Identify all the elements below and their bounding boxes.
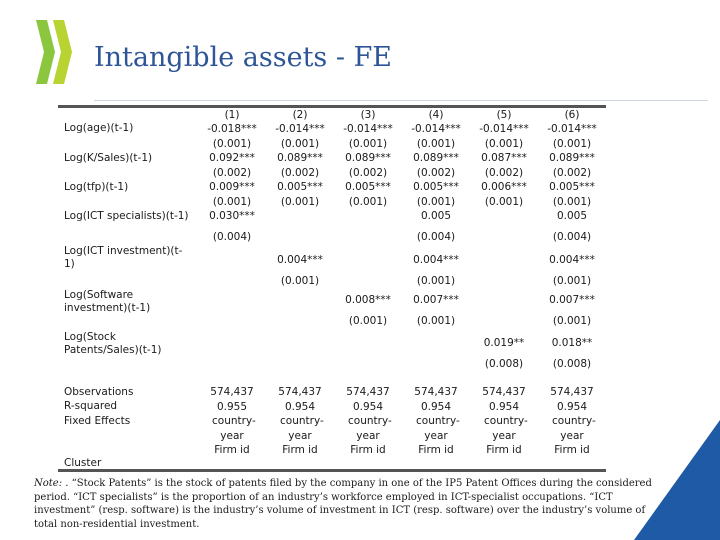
coefficient-cell: -0.018*** bbox=[207, 123, 257, 135]
column-header: (2) bbox=[292, 109, 308, 121]
coefficient-cell: -0.014*** bbox=[479, 123, 529, 135]
standard-error-cell: (0.004) bbox=[212, 231, 252, 243]
coefficient-cell: 0.008*** bbox=[345, 294, 391, 306]
coefficient-cell: 0.030*** bbox=[209, 210, 255, 222]
title-divider bbox=[94, 100, 708, 101]
column-header: (6) bbox=[564, 109, 580, 121]
coefficient-cell: 0.009*** bbox=[209, 181, 255, 193]
coefficient-cell: 0.092*** bbox=[209, 152, 255, 164]
standard-error-cell: (0.002) bbox=[280, 166, 320, 179]
oecd-logo-icon bbox=[36, 20, 76, 84]
row-label-stock-patents: Log(Stock Patents/Sales)(t-1) bbox=[64, 331, 162, 356]
row-label-software-investment: Log(Software investment)(t-1) bbox=[64, 289, 151, 314]
fixed-effects-cell: country-year bbox=[484, 415, 528, 442]
standard-error-cell: (0.001) bbox=[348, 315, 388, 327]
coefficient-cell: 0.089*** bbox=[413, 152, 459, 164]
page-title: Intangible assets - FE bbox=[94, 42, 393, 73]
column-header: (3) bbox=[360, 109, 376, 121]
coefficient-cell: -0.014*** bbox=[547, 123, 597, 135]
table-top-border bbox=[58, 105, 606, 108]
coefficient-cell: 0.007*** bbox=[413, 294, 459, 306]
coefficient-cell: 0.005*** bbox=[549, 181, 595, 193]
stat-label-observations: Observations bbox=[64, 386, 134, 398]
standard-error-cell: (0.001) bbox=[280, 137, 320, 150]
coefficient-cell: 0.004*** bbox=[549, 254, 595, 266]
r-squared-cell: 0.954 bbox=[352, 400, 384, 413]
standard-error-cell: (0.004) bbox=[552, 231, 592, 243]
coefficient-cell: 0.005*** bbox=[413, 181, 459, 193]
standard-error-cell: (0.002) bbox=[552, 166, 592, 179]
row-label-ict-investment: Log(ICT investment)(t-1) bbox=[64, 245, 183, 270]
row-label-tfp: Log(tfp)(t-1) bbox=[64, 181, 129, 193]
row-label-ict-specialists: Log(ICT specialists)(t-1) bbox=[64, 210, 189, 222]
cluster-cell: Firm id bbox=[350, 444, 386, 456]
coefficient-cell: 0.005 bbox=[420, 210, 452, 222]
coefficient-cell: 0.005 bbox=[556, 210, 588, 222]
r-squared-cell: 0.954 bbox=[420, 400, 452, 413]
standard-error-cell: (0.008) bbox=[484, 358, 524, 370]
coefficient-cell: 0.005*** bbox=[277, 181, 323, 193]
observations-cell: 574,437 bbox=[482, 386, 526, 398]
coefficient-cell: 0.087*** bbox=[481, 152, 527, 164]
r-squared-cell: 0.954 bbox=[488, 400, 520, 413]
standard-error-cell: (0.002) bbox=[348, 166, 388, 179]
cluster-cell: Firm id bbox=[214, 444, 250, 456]
fixed-effects-cell: country-year bbox=[416, 415, 460, 442]
standard-error-cell: (0.001) bbox=[416, 315, 456, 327]
standard-error-cell: (0.002) bbox=[212, 166, 252, 179]
standard-error-cell: (0.001) bbox=[416, 275, 456, 287]
standard-error-cell: (0.001) bbox=[552, 275, 592, 287]
standard-error-cell: (0.001) bbox=[484, 195, 524, 208]
cluster-cell: Firm id bbox=[486, 444, 522, 456]
standard-error-cell: (0.002) bbox=[416, 166, 456, 179]
standard-error-cell: (0.001) bbox=[552, 195, 592, 208]
standard-error-cell: (0.001) bbox=[416, 195, 456, 208]
coefficient-cell: 0.018** bbox=[551, 337, 593, 349]
r-squared-cell: 0.954 bbox=[284, 400, 316, 413]
standard-error-cell: (0.001) bbox=[484, 137, 524, 150]
coefficient-cell: 0.004*** bbox=[413, 254, 459, 266]
observations-cell: 574,437 bbox=[550, 386, 594, 398]
coefficient-cell: 0.007*** bbox=[549, 294, 595, 306]
standard-error-cell: (0.008) bbox=[552, 358, 592, 370]
stat-label-fixed-effects: Fixed Effects bbox=[64, 415, 131, 427]
coefficient-cell: 0.089*** bbox=[549, 152, 595, 164]
coefficient-cell: 0.019** bbox=[483, 337, 525, 349]
column-header: (4) bbox=[428, 109, 444, 121]
standard-error-cell: (0.001) bbox=[212, 195, 252, 208]
fixed-effects-cell: country-year bbox=[348, 415, 392, 442]
fixed-effects-cell: country-year bbox=[212, 415, 256, 442]
coefficient-cell: -0.014*** bbox=[411, 123, 461, 135]
column-header: (5) bbox=[496, 109, 512, 121]
coefficient-cell: 0.089*** bbox=[345, 152, 391, 164]
coefficient-cell: -0.014*** bbox=[343, 123, 393, 135]
fixed-effects-cell: country-year bbox=[280, 415, 324, 442]
table-note bbox=[34, 477, 654, 531]
standard-error-cell: (0.002) bbox=[484, 166, 524, 179]
stat-label-cluster: Cluster bbox=[64, 457, 102, 469]
standard-error-cell: (0.001) bbox=[552, 137, 592, 150]
note-text: “Stock Patents” is the stock of patents filed by the company in one of the IP5 Patent Offices during the considered period. “ICT specialists” is the proportion of an industry’s workforce employed in ICT-specialist occupations. “ICT investment” (resp. software) is the industry’s volume of investment in ICT (resp. software) over the industry’s volume of total non-residential investment. bbox=[34, 478, 652, 530]
fixed-effects-cell: country-year bbox=[552, 415, 596, 442]
row-label-capital: Log(K/Sales)(t-1) bbox=[64, 152, 153, 164]
observations-cell: 574,437 bbox=[210, 386, 254, 398]
cluster-cell: Firm id bbox=[418, 444, 454, 456]
standard-error-cell: (0.001) bbox=[348, 137, 388, 150]
coefficient-cell: 0.005*** bbox=[345, 181, 391, 193]
observations-cell: 574,437 bbox=[278, 386, 322, 398]
stat-label-r-squared: R-squared bbox=[64, 400, 118, 412]
coefficient-cell: 0.006*** bbox=[481, 181, 527, 193]
column-header: (1) bbox=[224, 109, 240, 121]
standard-error-cell: (0.004) bbox=[416, 231, 456, 243]
observations-cell: 574,437 bbox=[414, 386, 458, 398]
standard-error-cell: (0.001) bbox=[348, 195, 388, 208]
row-label-age: Log(age)(t-1) bbox=[64, 122, 134, 134]
coefficient-cell: 0.004*** bbox=[277, 254, 323, 266]
r-squared-cell: 0.955 bbox=[216, 400, 248, 413]
note-prefix: Note: . bbox=[34, 478, 72, 489]
observations-cell: 574,437 bbox=[346, 386, 390, 398]
coefficient-cell: -0.014*** bbox=[275, 123, 325, 135]
cluster-cell: Firm id bbox=[554, 444, 590, 456]
standard-error-cell: (0.001) bbox=[280, 275, 320, 287]
cluster-cell: Firm id bbox=[282, 444, 318, 456]
standard-error-cell: (0.001) bbox=[280, 195, 320, 208]
standard-error-cell: (0.001) bbox=[212, 137, 252, 150]
coefficient-cell: 0.089*** bbox=[277, 152, 323, 164]
standard-error-cell: (0.001) bbox=[416, 137, 456, 150]
corner-decoration-icon bbox=[634, 420, 720, 540]
r-squared-cell: 0.954 bbox=[556, 400, 588, 413]
standard-error-cell: (0.001) bbox=[552, 315, 592, 327]
